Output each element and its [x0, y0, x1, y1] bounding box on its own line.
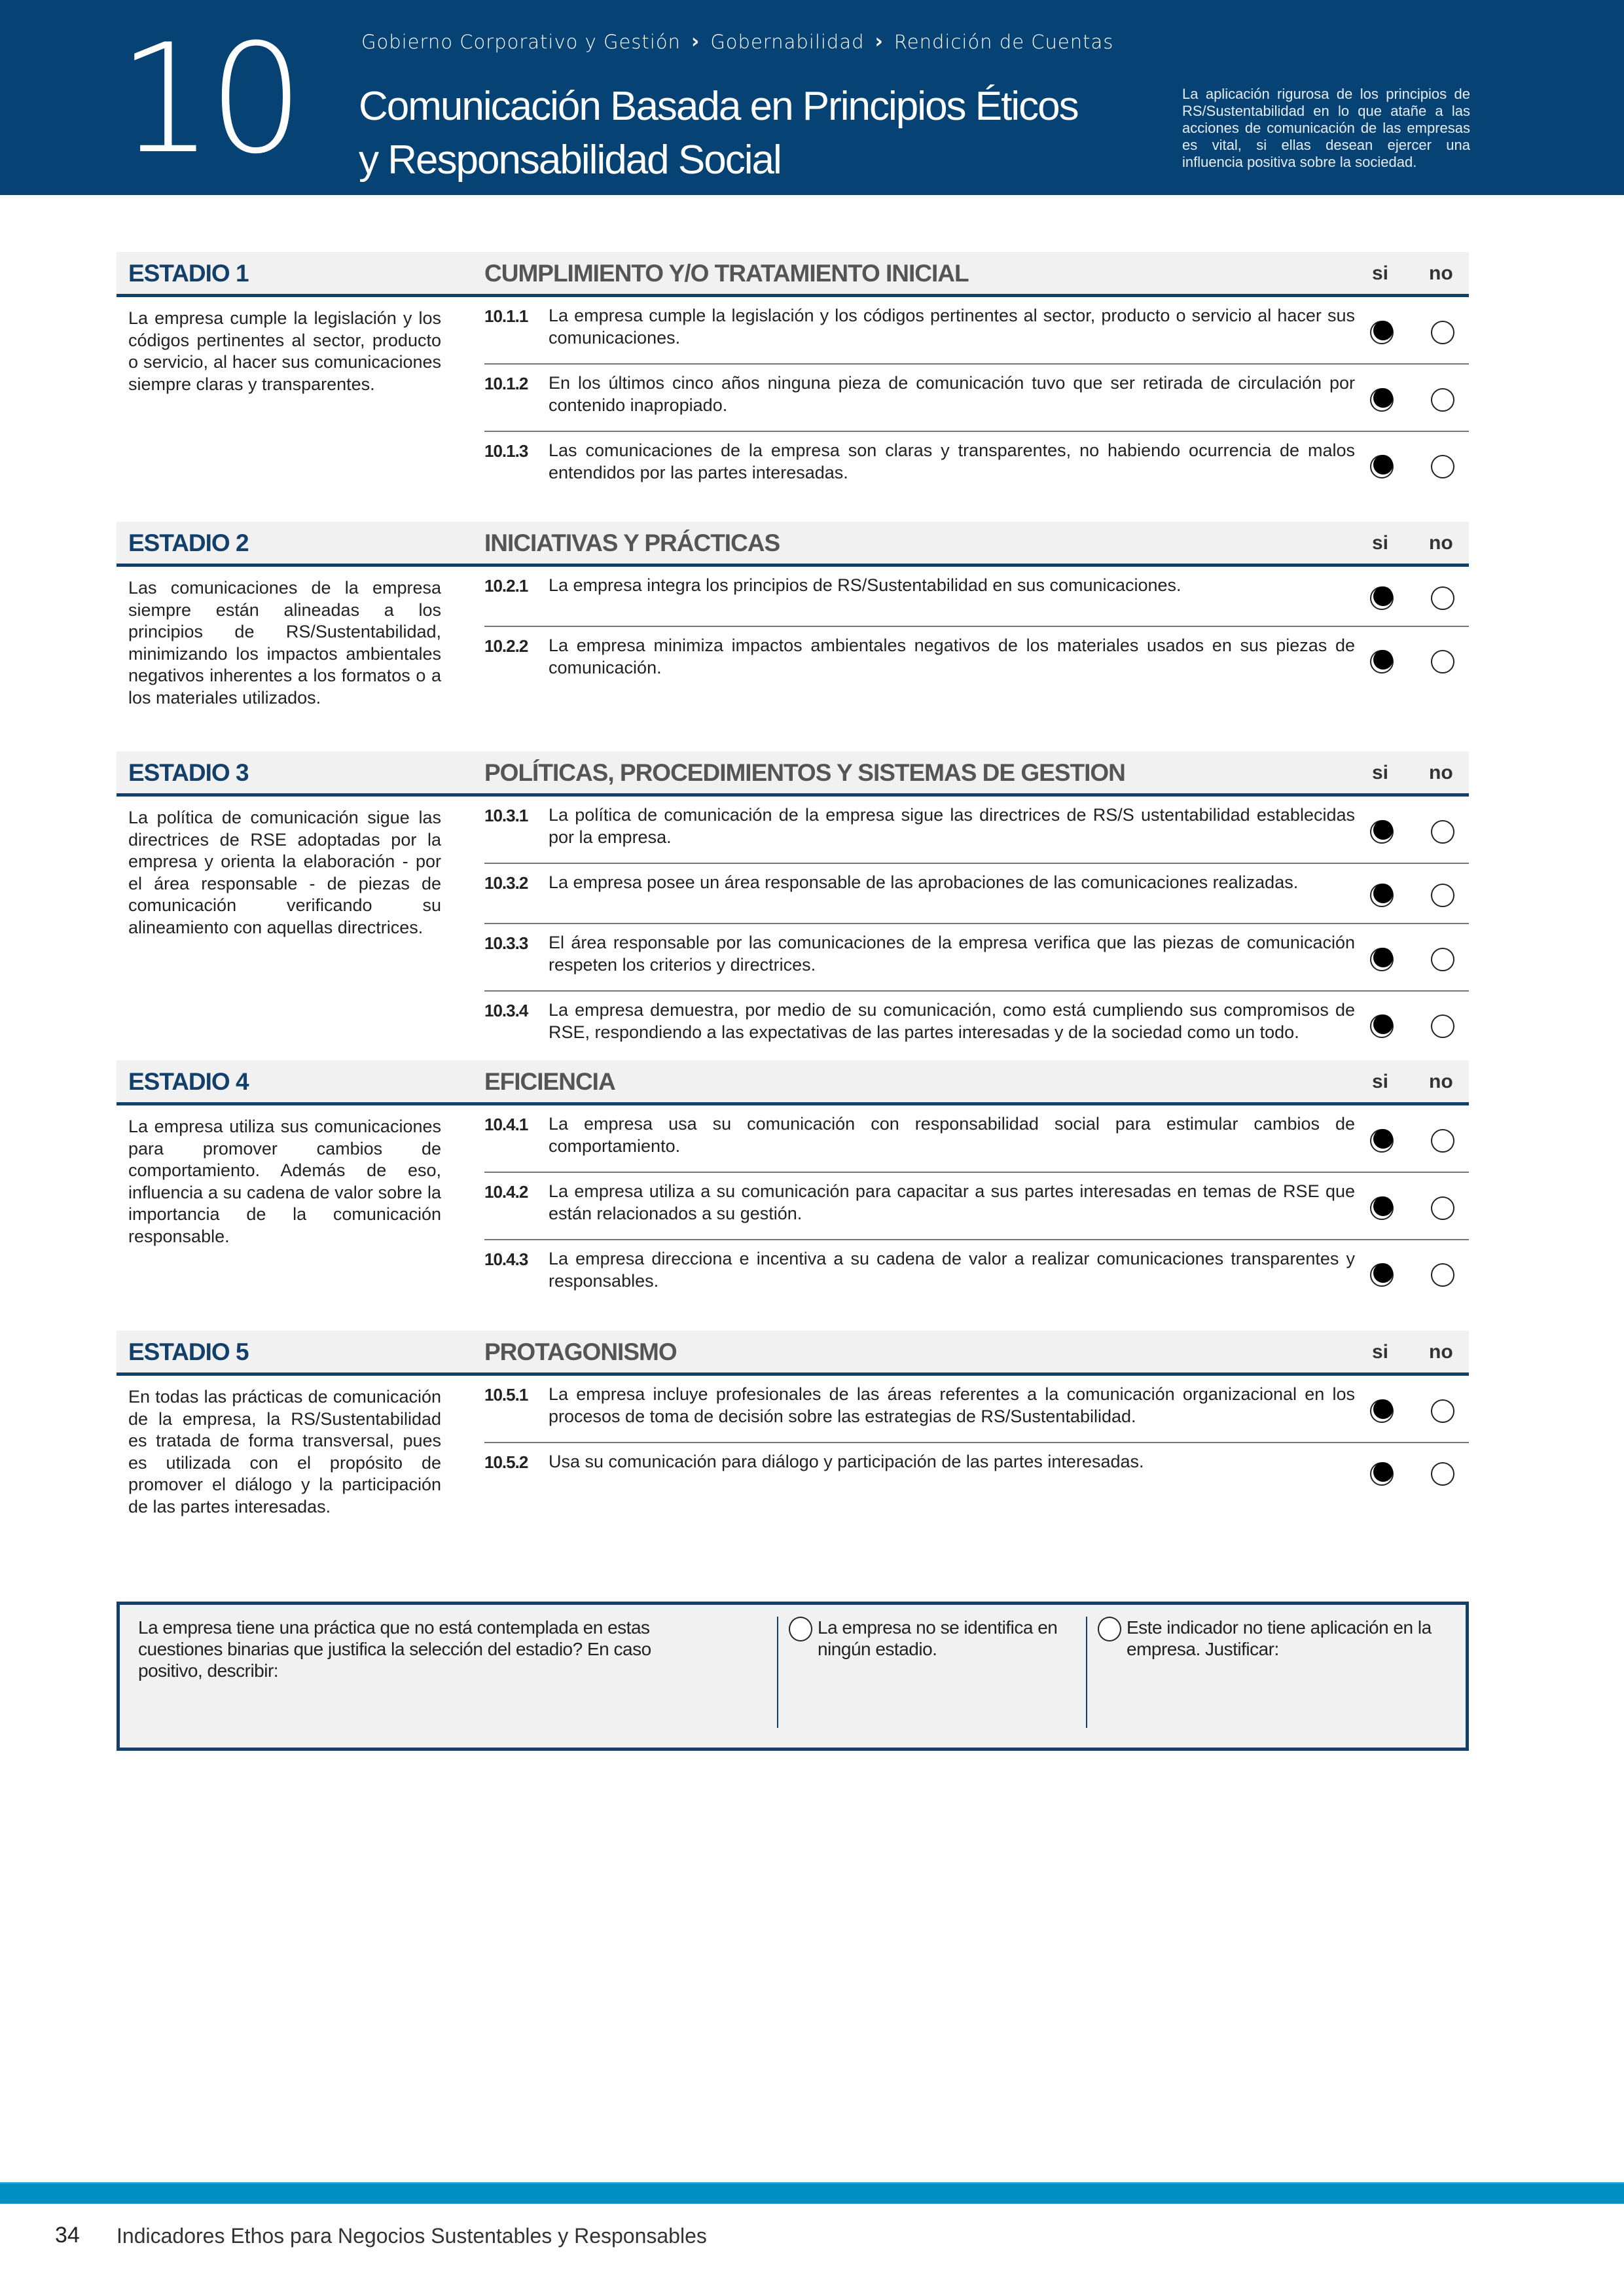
question-text: La empresa cumple la legislación y los códigos pertinentes al sector, producto o servicio al hacer sus comunicaciones. [549, 306, 1355, 348]
radio-si[interactable] [1370, 1196, 1394, 1220]
estadio-section [117, 522, 1469, 709]
radio-si[interactable] [1370, 884, 1394, 907]
question-code: 10.3.2 [484, 873, 528, 893]
title-line-2: y Responsabilidad Social [359, 137, 781, 183]
question-content [484, 1451, 1355, 1473]
question-row [484, 297, 1469, 365]
column-si: si [1372, 1071, 1389, 1092]
column-no: no [1429, 762, 1453, 783]
radio-no[interactable] [1431, 1399, 1454, 1423]
chapter-number: 10 [118, 12, 299, 187]
question-list [484, 567, 1469, 709]
question-content [484, 1384, 1355, 1427]
column-no: no [1429, 1341, 1453, 1363]
question-code: 10.5.2 [484, 1452, 528, 1472]
estadio-label: ESTADIO 2 [128, 529, 249, 556]
radio-no-stage[interactable] [789, 1617, 812, 1641]
radio-no[interactable] [1431, 1129, 1454, 1153]
question-row [484, 1240, 1469, 1306]
column-no: no [1429, 1071, 1453, 1092]
question-content [484, 804, 1355, 848]
question-row [484, 1105, 1469, 1173]
radio-si[interactable] [1370, 1263, 1394, 1287]
category-title: EFICIENCIA [484, 1068, 615, 1095]
selected-dot-icon [1373, 321, 1393, 340]
question-row [484, 797, 1469, 864]
question-list [484, 1105, 1469, 1306]
question-row [484, 567, 1469, 627]
question-text: La empresa incluye profesionales de las áreas referentes a la comunicación organizacional en los procesos de toma de decisión sobre las estrategias de RS/Sustentabilidad. [549, 1384, 1355, 1426]
estadio-label: ESTADIO 3 [128, 759, 249, 786]
question-text: Usa su comunicación para diálogo y participación de las partes interesadas. [549, 1452, 1144, 1471]
radio-no[interactable] [1431, 1014, 1454, 1038]
footer-bar [0, 2182, 1624, 2204]
additional-practice-question[interactable]: La empresa tiene una práctica que no está contemplada en estas cuestiones binarias que justifica la selección del estadio? En caso positivo, describir: [138, 1617, 651, 1681]
radio-si[interactable] [1370, 1014, 1394, 1038]
publication-title: Indicadores Ethos para Negocios Sustentables y Responsables [117, 2224, 707, 2248]
question-text: La empresa utiliza a su comunicación para capacitar a sus partes interesadas en temas de RSE que están relacionados a su gestión. [549, 1181, 1355, 1223]
question-row [484, 992, 1469, 1058]
radio-no[interactable] [1431, 884, 1454, 907]
category-title: PROTAGONISMO [484, 1338, 677, 1365]
chapter-header [0, 0, 1624, 195]
question-code: 10.1.1 [484, 306, 528, 326]
selected-dot-icon [1373, 388, 1393, 408]
estadio-description: En todas las prácticas de comunicación de la empresa, la RS/Sustentabilidad es tratada de forma transversal, pues es utilizada con el propósito de promover el diálogo y la participación de las partes interesadas. [128, 1387, 441, 1516]
estadio-section [117, 1060, 1469, 1306]
question-content [484, 1248, 1355, 1292]
estadio-description: La política de comunicación sigue las directrices de RSE adoptadas por la empresa y orienta la elaboración - por el área responsable - de piezas de comunicación verificando su alineamiento con aquellas directrices. [128, 808, 441, 937]
estadio-description: La empresa utiliza sus comunicaciones para promover cambios de comportamiento. Además de eso, influencia a su cadena de valor sobre la importancia de la comunicación responsable. [128, 1117, 441, 1246]
radio-no[interactable] [1431, 650, 1454, 673]
radio-no[interactable] [1431, 820, 1454, 844]
breadcrumb [361, 30, 1113, 53]
question-row [484, 627, 1469, 693]
column-si: si [1372, 262, 1389, 284]
question-code: 10.3.3 [484, 933, 528, 953]
question-code: 10.3.4 [484, 1001, 528, 1020]
question-row [484, 365, 1469, 432]
breadcrumb-item: Gobernabilidad [710, 30, 865, 53]
section-header [117, 751, 1469, 797]
question-code: 10.2.1 [484, 576, 528, 596]
question-row [484, 864, 1469, 924]
estadio-label: ESTADIO 5 [128, 1338, 249, 1365]
radio-si[interactable] [1370, 1462, 1394, 1486]
question-code: 10.5.1 [484, 1385, 528, 1405]
radio-no[interactable] [1431, 455, 1454, 478]
question-code: 10.1.2 [484, 374, 528, 393]
question-content [484, 635, 1355, 679]
selected-dot-icon [1373, 1196, 1393, 1216]
question-content [484, 305, 1355, 349]
radio-no[interactable] [1431, 1196, 1454, 1220]
estadio-section [117, 751, 1469, 1058]
question-list [484, 797, 1469, 1058]
intro-text: La aplicación rigurosa de los principios de RS/Sustentabilidad en lo que atañe a las acciones de comunicación de las empresas es vital, si ellas desean ejercer una influencia positiva sobre la sociedad. [1182, 86, 1470, 170]
selected-dot-icon [1373, 455, 1393, 475]
question-text: La empresa demuestra, por medio de su comunicación, como está cumpliendo sus compromisos de RSE, respondiendo a las expectativas de las partes interesadas y de la sociedad como un todo. [549, 1000, 1355, 1042]
radio-no[interactable] [1431, 388, 1454, 412]
option-no-stage-label: La empresa no se identifica en ningún estadio. [818, 1617, 1058, 1659]
question-row [484, 1443, 1469, 1502]
section-body [117, 297, 1469, 498]
radio-no[interactable] [1431, 1462, 1454, 1486]
question-code: 10.4.3 [484, 1249, 528, 1269]
question-content [484, 999, 1355, 1043]
radio-si[interactable] [1370, 455, 1394, 478]
question-content [484, 372, 1355, 416]
column-si: si [1372, 1341, 1389, 1363]
page-number: 34 [55, 2223, 80, 2248]
estadio-label: ESTADIO 4 [128, 1068, 249, 1095]
section-body [117, 567, 1469, 709]
question-content [484, 1113, 1355, 1157]
selected-dot-icon [1373, 586, 1393, 606]
selected-dot-icon [1373, 1263, 1393, 1283]
radio-si[interactable] [1370, 948, 1394, 971]
question-text: La empresa integra los principios de RS/Sustentabilidad en sus comunicaciones. [549, 575, 1182, 595]
title-line-1: Comunicación Basada en Principios Éticos [359, 84, 1078, 129]
divider [777, 1617, 778, 1728]
selected-dot-icon [1373, 1399, 1393, 1419]
estadio-description: La empresa cumple la legislación y los códigos pertinentes al sector, producto o servicio, al hacer sus comunicaciones siempre claras y transparentes. [128, 308, 441, 394]
estadio-label: ESTADIO 1 [128, 260, 249, 287]
section-header [117, 1060, 1469, 1105]
selected-dot-icon [1373, 650, 1393, 670]
question-content [484, 440, 1355, 484]
question-row [484, 1376, 1469, 1443]
category-title: POLÍTICAS, PROCEDIMIENTOS Y SISTEMAS DE GESTION [484, 759, 1125, 786]
selected-dot-icon [1373, 1462, 1393, 1482]
column-no: no [1429, 262, 1453, 284]
radio-no[interactable] [1431, 321, 1454, 344]
chevron-right-icon: › [875, 30, 884, 53]
section-body [117, 797, 1469, 1058]
section-header [117, 1331, 1469, 1376]
additional-practice-box [117, 1602, 1469, 1751]
estadio-description: Las comunicaciones de la empresa siempre están alineadas a los principios de RS/Sustentabilidad, minimizando los impactos ambientales negativos inherentes a los formatos o a los materiales utilizados. [128, 578, 441, 708]
radio-si[interactable] [1370, 1399, 1394, 1423]
radio-no[interactable] [1431, 586, 1454, 610]
question-list [484, 297, 1469, 498]
question-code: 10.4.2 [484, 1182, 528, 1202]
question-code: 10.4.1 [484, 1115, 528, 1134]
selected-dot-icon [1373, 1014, 1393, 1034]
section-body [117, 1376, 1469, 1518]
question-code: 10.3.1 [484, 806, 528, 825]
option-not-applicable-label: Este indicador no tiene aplicación en la empresa. Justificar: [1127, 1617, 1432, 1659]
question-text: Las comunicaciones de la empresa son claras y transparentes, no habiendo ocurrencia de malos entendidos por las partes interesadas. [549, 440, 1355, 482]
question-text: La empresa direcciona e incentiva a su cadena de valor a realizar comunicaciones transparentes y responsables. [549, 1249, 1355, 1291]
question-row [484, 924, 1469, 992]
question-list [484, 1376, 1469, 1518]
question-content [484, 932, 1355, 976]
option-not-applicable[interactable] [1098, 1617, 1451, 1660]
page-title [359, 80, 1157, 187]
question-content [484, 575, 1355, 597]
question-text: En los últimos cinco años ninguna pieza de comunicación tuvo que ser retirada de circulación por contenido inapropiado. [549, 373, 1355, 415]
selected-dot-icon [1373, 820, 1393, 840]
estadio-section [117, 252, 1469, 498]
column-no: no [1429, 532, 1453, 554]
question-code: 10.1.3 [484, 441, 528, 461]
question-text: La empresa posee un área responsable de las aprobaciones de las comunicaciones realizadas. [549, 872, 1299, 892]
radio-not-applicable[interactable] [1098, 1617, 1121, 1641]
radio-si[interactable] [1370, 820, 1394, 844]
category-title: CUMPLIMIENTO Y/O TRATAMIENTO INICIAL [484, 260, 969, 287]
column-si: si [1372, 762, 1389, 783]
section-body [117, 1105, 1469, 1306]
selected-dot-icon [1373, 884, 1393, 903]
estadio-section [117, 1331, 1469, 1518]
section-header [117, 252, 1469, 297]
chevron-right-icon: › [691, 30, 700, 53]
radio-no[interactable] [1431, 1263, 1454, 1287]
question-text: La empresa usa su comunicación con responsabilidad social para estimular cambios de comportamiento. [549, 1114, 1355, 1156]
radio-no[interactable] [1431, 948, 1454, 971]
section-header [117, 522, 1469, 567]
selected-dot-icon [1373, 1129, 1393, 1149]
radio-si[interactable] [1370, 388, 1394, 412]
breadcrumb-item: Rendición de Cuentas [893, 30, 1114, 53]
question-row [484, 432, 1469, 498]
divider [1086, 1617, 1087, 1728]
question-code: 10.2.2 [484, 636, 528, 656]
option-no-stage[interactable] [789, 1617, 1077, 1660]
column-si: si [1372, 532, 1389, 554]
radio-si[interactable] [1370, 321, 1394, 344]
question-content [484, 872, 1355, 894]
question-text: La política de comunicación de la empresa sigue las directrices de RS/S ustentabilidad establecidas por la empresa. [549, 805, 1355, 847]
selected-dot-icon [1373, 948, 1393, 967]
radio-si[interactable] [1370, 586, 1394, 610]
radio-si[interactable] [1370, 1129, 1394, 1153]
question-content [484, 1181, 1355, 1225]
radio-si[interactable] [1370, 650, 1394, 673]
question-text: La empresa minimiza impactos ambientales negativos de los materiales usados en sus piezas de comunicación. [549, 636, 1355, 677]
question-text: El área responsable por las comunicaciones de la empresa verifica que las piezas de comunicación respeten los criterios y directrices. [549, 933, 1355, 975]
breadcrumb-item: Gobierno Corporativo y Gestión [361, 30, 681, 53]
category-title: INICIATIVAS Y PRÁCTICAS [484, 529, 780, 556]
question-row [484, 1173, 1469, 1240]
